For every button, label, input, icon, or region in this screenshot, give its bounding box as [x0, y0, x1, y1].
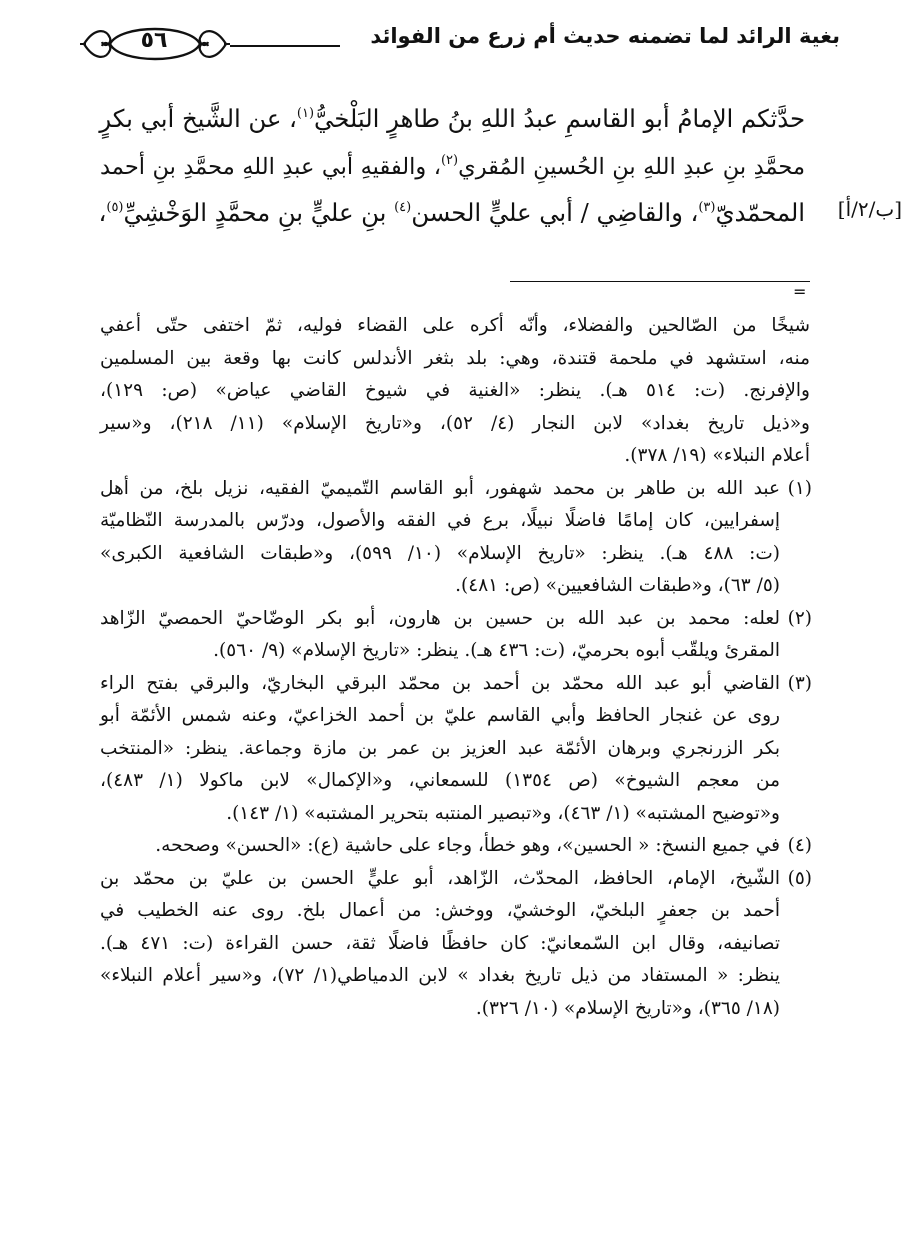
footnote-line: (١٨/ ٣٦٥)، و«تاريخ الإسلام» (١٠/ ٣٢٦).	[475, 997, 780, 1019]
continuation-marker: =	[793, 282, 807, 301]
footnote-line: بكر الزرنجري وبرهان الأئمّة عبد العزيز بن عمر بن مازة وجماعة. ينظر: «المنتخب	[100, 737, 780, 759]
running-title: بغية الرائد لما تضمنه حديث أم زرع من الفوائد	[370, 24, 840, 48]
footnote-number: (٤)	[787, 835, 812, 856]
footnote-line: روى عن غنجار الحافظ وأبي القاسم عليّ بن أحمد الخزاعيّ، وعنه شمس الأئمّة أبو	[100, 705, 780, 726]
footnote-line: أحمد بن جعفرٍ البلخيّ، الوخشيّ، ووخش: من أعمال بلخ. روى عنه الخطيب في	[100, 900, 780, 921]
footnote-ref[interactable]: (١)	[296, 106, 315, 121]
footnote-separator	[510, 281, 810, 282]
text-run: محمَّدِ بنِ عبدِ اللهِ بنِ الحُسينِ المُقري	[458, 154, 805, 180]
footnote-number: (٣)	[787, 672, 812, 694]
footnote-4	[100, 830, 810, 863]
footnotes	[100, 310, 810, 1025]
footnote-number: (١)	[787, 477, 812, 499]
main-line-2	[100, 137, 805, 184]
footnote-5	[100, 863, 810, 1026]
footnote-line: إسفرايين، كان إمامًا فاضلًا نبيلًا، برع في الفقه والأصول، ودرّس بالمدرسة النّظاميّة	[100, 510, 780, 531]
text-run: حدَّثكم الإمامُ أبو القاسمِ عبدُ اللهِ بنُ طاهرٍ البَلْخيُّ	[314, 104, 805, 133]
page-number: ٥٦	[140, 28, 168, 53]
footnote-line: عبد الله بن طاهر بن محمد شهفور، أبو القاسم التّميميّ الفقيه، نزيل بلخ، من أهل	[100, 477, 780, 499]
text-run: ، والقاضِي / أبي عليٍّ الحسن	[411, 198, 699, 227]
footnote-line: من معجم الشيوخ» (ص ١٣٥٤) للسمعاني، و«الإكمال» لابن ماكولا (١/ ٤٨٣)،	[100, 770, 780, 791]
footnote-line: (٥/ ٦٣)، و«طبقات الشافعيين» (ص: ٤٨١).	[455, 575, 780, 596]
footnote-line: الشّيخ، الإمام، الحافظ، المحدّث، الزّاهد، أبو عليٍّ الحسن بن عليّ بن محمّد بن	[100, 867, 780, 889]
footnote-number: (٥)	[787, 867, 812, 889]
footnote-line: في جميع النسخ: « الحسين»، وهو خطأ، وجاء على حاشية (ع): «الحسن» وصححه.	[155, 835, 780, 856]
header-rule	[230, 45, 340, 47]
footnote-2	[100, 603, 810, 668]
footnote-line: ينظر: « المستفاد من ذيل تاريخ بغداد » لابن الدمياطي(١/ ٧٢)، و«سير أعلام النبلاء»	[100, 965, 780, 986]
footnote-line: شيخًا من الصّالحين والفضلاء، وأنّه أكره على القضاء فوليه، ثمّ اختفى حتّى أعفي	[100, 315, 810, 336]
footnote-line: (ت: ٤٨٨ هـ). ينظر: «تاريخ الإسلام» (١٠/ ٥٩٩)، و«طبقات الشافعية الكبرى»	[100, 542, 780, 564]
main-text	[100, 90, 805, 231]
margin-manuscript-note: [ب/٢/أ]	[837, 197, 902, 221]
footnote-line: أعلام النبلاء» (١٩/ ٣٧٨).	[624, 445, 810, 466]
text-run: بنِ عليٍّ بنِ محمَّدٍ الوَخْشِيِّ	[123, 198, 395, 227]
footnote-ref[interactable]: (٢)	[440, 153, 459, 168]
text-run: ، والفقيهِ أبي عبدِ اللهِ محمَّدِ بنِ أحمد	[100, 154, 441, 180]
footnote-line: لعله: محمد بن عبد الله بن حسين بن هارون، أبو بكر الوضّاحيّ الحمصيّ الزّاهد	[100, 607, 780, 629]
footnote-3	[100, 668, 810, 831]
footnote-continuation	[100, 310, 810, 473]
footnote-line: و«ذيل تاريخ بغداد» لابن النجار (٤/ ٥٢)، و«تاريخ الإسلام» (١١/ ٢١٨)، و«سير	[100, 412, 810, 434]
footnote-ref[interactable]: (٤)	[394, 200, 412, 215]
footnote-number: (٢)	[787, 607, 812, 629]
footnote-line: منه، استشهد في ملحمة قتندة، وهي: بلد بثغر الأندلس كانت بها وقعة بين المسلمين	[100, 347, 810, 369]
footnote-line: المقرئ ويلقّب أبوه بحرميّ، (ت: ٤٣٦ هـ). ينظر: «تاريخ الإسلام» (٩/ ٥٦٠).	[213, 640, 780, 661]
main-line-1	[100, 90, 805, 137]
footnote-line: القاضي أبو عبد الله محمّد بن أحمد بن محمّد البرقي البخاريّ، والبرقي بفتح الراء	[100, 672, 780, 694]
footnote-ref[interactable]: (٣)	[698, 200, 716, 215]
text-run: ، عن الشَّيخ أبي بكرٍ	[99, 104, 297, 133]
footnote-line: والإفرنج. (ت: ٥١٤ هـ). ينظر: «الغنية في شيوخ القاضي عياض» (ص: ١٢٩)،	[100, 380, 810, 401]
footnote-line: تصانيفه، وقال ابن السّمعانيّ: كان حافظًا فاضلًا ثقة، حسن القراءة (ت: ٤٧١ هـ).	[100, 932, 780, 954]
main-line-3	[100, 184, 805, 231]
text-run: ،	[98, 198, 107, 227]
text-run: المحمّديّ	[715, 198, 805, 227]
footnote-1	[100, 473, 810, 603]
footnote-line: و«توضيح المشتبه» (١/ ٤٦٣)، و«تبصير المنتبه بتحرير المشتبه» (١/ ١٤٣).	[226, 802, 780, 824]
running-header	[80, 18, 840, 74]
footnote-ref[interactable]: (٥)	[106, 200, 124, 215]
